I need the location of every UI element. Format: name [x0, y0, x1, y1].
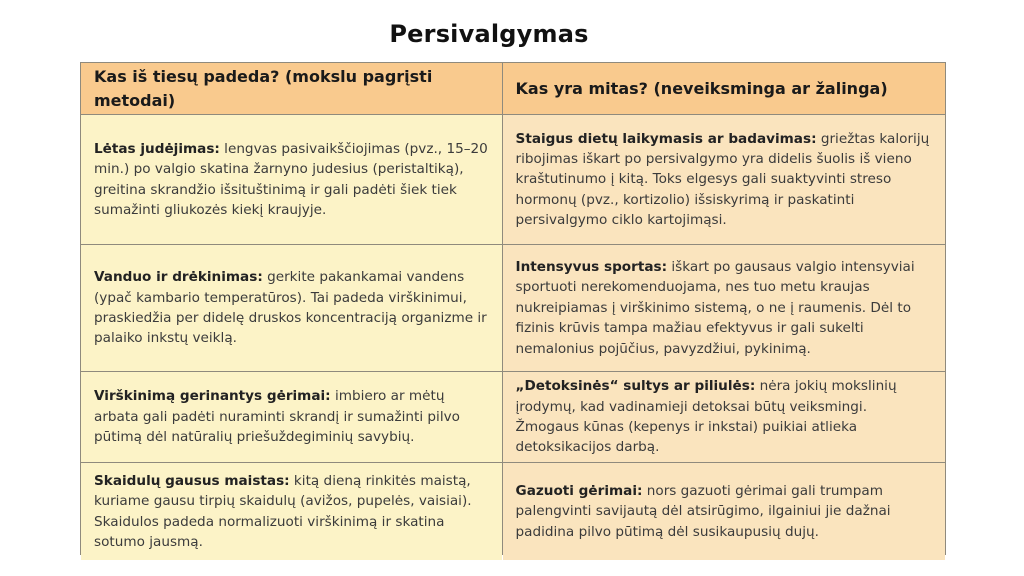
cell-term: Skaidulų gausus maistas: — [94, 472, 290, 489]
cell-text — [94, 471, 489, 553]
cell-term: „Detoksinės“ sultys ar piliulės: — [515, 378, 756, 395]
cell-term: Lėtas judėjimas: — [94, 140, 220, 157]
cell-term: Staigus dietų laikymasis ar badavimas: — [515, 130, 817, 147]
cell-term: Gazuoti gėrimai: — [515, 482, 643, 499]
table-cell-myth-carbonated-drinks — [503, 463, 945, 560]
table-cell-myth-crash-diet — [503, 115, 945, 244]
page-title: Persivalgymas — [389, 20, 589, 48]
cell-body: griežtas kalorijų ribojimas iškart po persivalgymo yra didelis šuolis iš vieno kraštutinumo į kitą. Toks elgesys gali suaktyvinti streso hormonų (pvz., kortizolio) išsiskyrimą ir paskatinti persivalgymo ciklo kartojimąsi. — [515, 130, 930, 229]
cell-body: nėra jokių mokslinių įrodymų, kad vadinamieji detoksai būtų veiksmingi. Žmogaus kūnas (kepenys ir inkstai) puikiai atlieka detoksikacijos darbą. — [515, 378, 897, 456]
cell-text — [94, 139, 489, 221]
table-cell-myth-intense-sport — [503, 245, 945, 371]
cell-text — [94, 267, 489, 349]
table-cell-helps-digestive-drinks — [81, 372, 502, 462]
cell-body: lengvas pasivaikščiojimas (pvz., 15–20 min.) po valgio skatina žarnyno judesius (peristaltiką), greitina skrandžio išsituštinimą ir gali padėti šiek tiek sumažinti gliukozės kiekį kraujyje. — [94, 140, 488, 218]
column-header-myth-label: Kas yra mitas? (neveiksminga ar žalinga) — [515, 78, 888, 98]
cell-body: imbiero ar mėtų arbata gali padėti nuraminti skrandį ir sumažinti pilvo pūtimą dėl natūralių priešuždegiminių savybių. — [94, 388, 460, 446]
column-header-myth — [503, 63, 945, 114]
cell-text — [516, 257, 932, 359]
cell-term: Vanduo ir drėkinimas: — [94, 269, 263, 286]
cell-term: Virškinimą gerinantys gėrimai: — [94, 388, 331, 405]
cell-text — [516, 376, 932, 458]
cell-term: Intensyvus sportas: — [515, 259, 668, 276]
cell-body: kitą dieną rinkitės maistą, kuriame gausu tirpių skaidulų (avižos, pupelės, vaisiai). Skaidulos padeda normalizuoti virškinimą ir skatina sotumo jausmą. — [94, 472, 472, 550]
column-header-helps-label: Kas iš tiesų padeda? (mokslu pagrįsti metodai) — [94, 66, 433, 110]
cell-body: gerkite pakankamai vandens (ypač kambario temperatūros). Tai padeda virškinimui, praskiedžia per didelę druskos koncentraciją organizme ir palaiko inkstų veiklą. — [94, 269, 487, 347]
cell-body: iškart po gausaus valgio intensyviai sportuoti nerekomenduojama, nes tuo metu kraujas nukreipiamas į virškinimo sistemą, o ne į raumenis. Dėl to fizinis krūvis tampa mažiau efektyvus ir gali sukelti nemalonius pojūčius, pavyzdžiui, pykinimą. — [515, 259, 915, 357]
table-cell-helps-fiber-food — [81, 463, 502, 560]
table-cell-helps-hydration — [81, 245, 502, 371]
comparison-table — [80, 62, 946, 555]
column-header-helps — [81, 63, 502, 114]
cell-body: nors gazuoti gėrimai gali trumpam palengvinti savijautą dėl atsirūgimo, ilgainiui jie dažnai padidina pilvo pūtimą dėl susikaupusių dujų. — [515, 482, 891, 540]
table-cell-helps-slow-movement — [81, 115, 502, 244]
cell-text — [516, 129, 932, 231]
cell-text — [516, 481, 932, 542]
cell-text — [94, 386, 489, 447]
table-cell-myth-detox — [503, 372, 945, 462]
